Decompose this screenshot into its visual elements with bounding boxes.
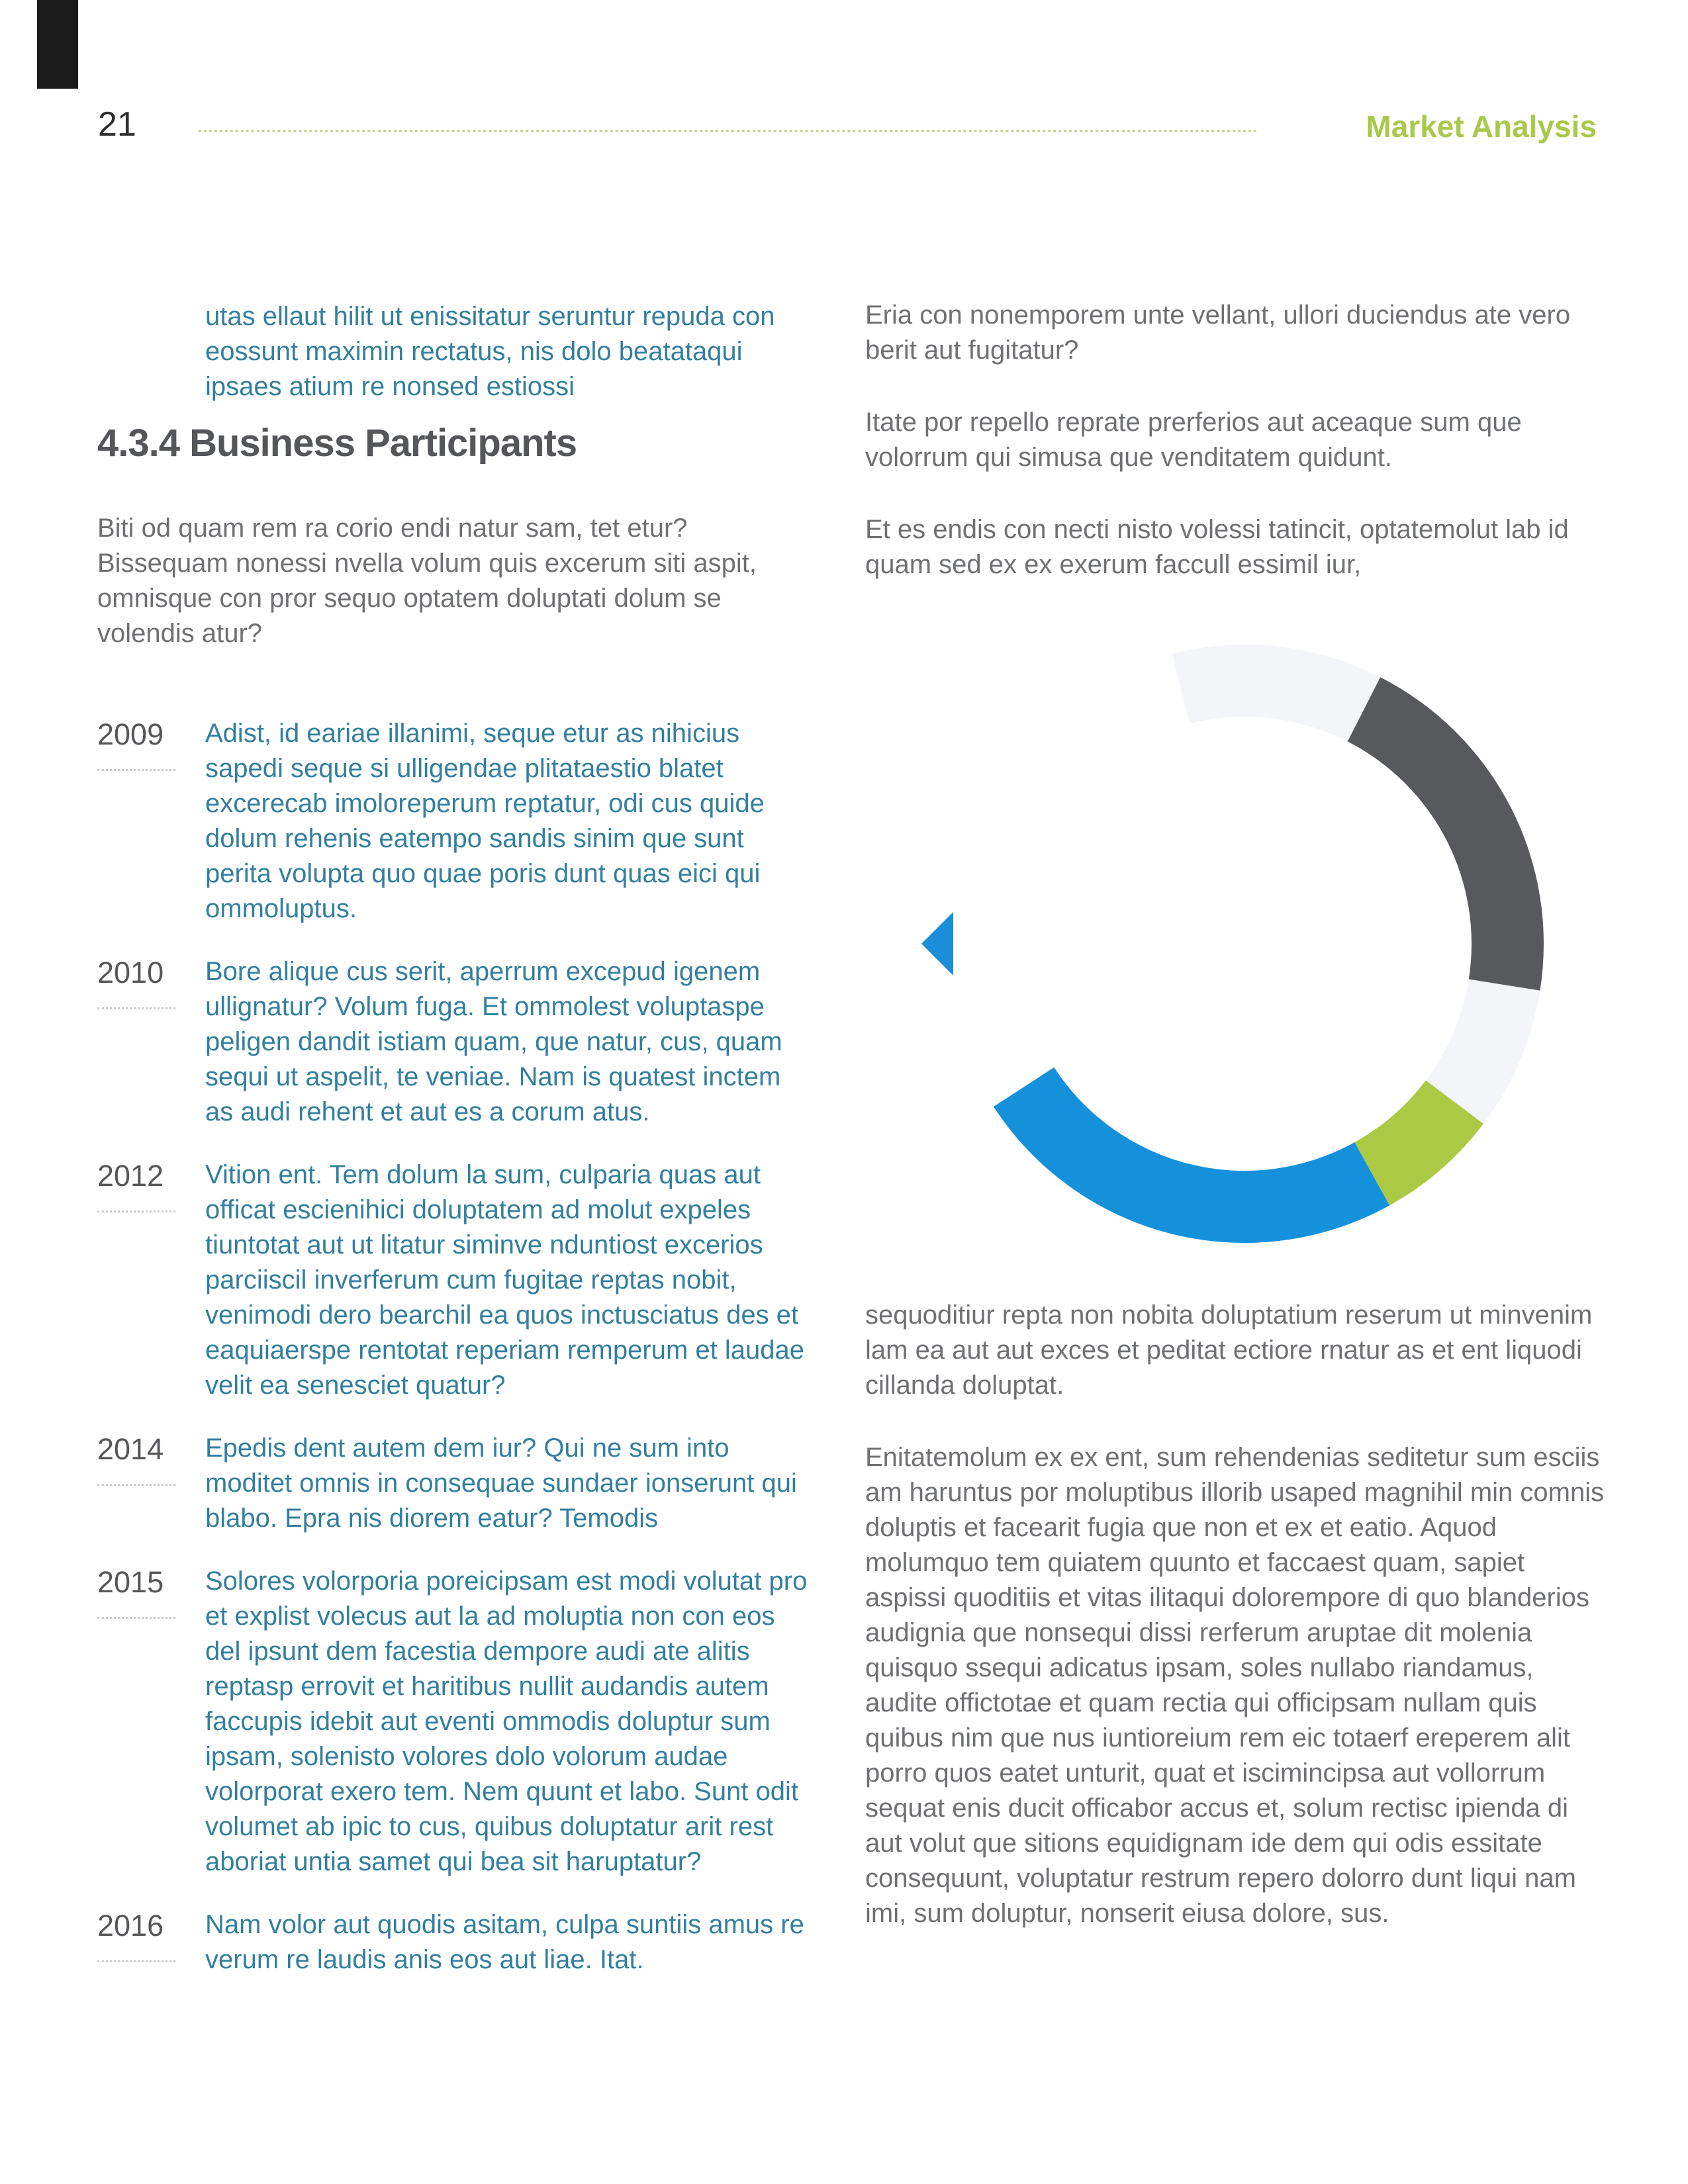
body-paragraph: Itate por repello reprate prerferios aut aceaque sum que volorrum qui simusa que venditatem quidunt. [865, 408, 1522, 472]
timeline-entry [97, 1564, 809, 1880]
timeline-year-label: 2015 [97, 1565, 164, 1599]
timeline-dotted-divider [97, 1617, 175, 1619]
timeline-entry-text: Adist, id eariae illanimi, seque etur as nihicius sapedi seque si ulligendae plitataestio blatet excerecab imoloreperum reptatur, odi cus quide dolum rehenis eatempo sandis sinim que sunt perita volupta quo quae poris dunt quas eici qui ommoluptus. [205, 719, 765, 923]
donut-chart [865, 619, 1605, 1271]
body-paragraph: Eria con nonemporem unte vellant, ullori duciendus ate vero berit aut fugitatur? [865, 300, 1571, 365]
timeline-year-label: 2016 [97, 1909, 164, 1942]
chapter-tab-marker [37, 0, 78, 89]
intro-paragraph: utas ellaut hilit ut enissitatur seruntur repuda con eossunt maximin rectatus, nis dolo beatataqui ipsaes atium re nonsed estiossi [205, 302, 775, 401]
timeline-dotted-divider [97, 1484, 175, 1486]
timeline-entry-text: Vition ent. Tem dolum la sum, culparia quas aut officat escienihici doluptatem ad molut expeles tiuntotat aut ut litatur siminve nduntiost excerios parciiscil inverferum cum fugitae reptas nobit, venimodi dero bearchil ea quos inctusciatus des et eaquiaerspe rentotat reperiam remperum et laudae velit ea senesciet quatur? [205, 1160, 804, 1400]
body-paragraph: Enitatemolum ex ex ent, sum rehendenias seditetur sum esciis am haruntus por moluptibus illorib usaped magnihil min comnis doluptis et facearit fugia que non et ex et eatio. Aquod molumquo tem quiatem quunto et faccaest quam, sapiet aspissi quoditiis et vitas ilitaqui dolorempore di quo blanderios audignia que nonsequi dissi rerferum aruptae dit molenia quisquo ssequi adicatus ipsam, soles nullabo riandamus, audite offictotae et quam rectia qui officipsam nullam quis quibus nim que nus iuntioreium rem eic totaerf ereperem alit porro quos eatet unturit, quat et iscimincipsa aut vollorrum sequat enis ducit officabor accus et, solum rectisc ipienda di aut volut que sitions equidignam ide dem qui odis essitate consequunt, voluptatur restrum repero dolorro dunt liqui nam imi, sum doluptur, nonserit eiusa dolore, sus. [865, 1443, 1605, 1928]
timeline-year-cell [97, 1907, 205, 1978]
body-paragraph: Et es endis con necti nisto volessi tatincit, optatemolut lab id quam sed ex ex exerum faccull essimil iur, [865, 515, 1569, 579]
timeline-entry [97, 1431, 809, 1536]
timeline-entry-text: Nam volor aut quodis asitam, culpa suntiis amus re verum re laudis anis eos aut liae. Itat. [205, 1910, 804, 1974]
timeline-list [97, 716, 809, 2005]
donut-segment-dark-gray [1348, 677, 1544, 990]
timeline-year-label: 2009 [97, 717, 164, 751]
donut-segment-light-top [1172, 645, 1381, 741]
body-paragraph: sequoditiur repta non nobita doluptatium reserum ut minvenim lam ea aut aut exces et peditat ectiore rnatur as et ent liquodi cillanda doluptat. [865, 1300, 1593, 1400]
page-number: 21 [98, 105, 136, 144]
timeline-year-cell [97, 1564, 205, 1880]
right-column [865, 298, 1605, 1968]
timeline-year-cell [97, 954, 205, 1130]
timeline-dotted-divider [97, 1007, 175, 1009]
timeline-year-cell [97, 716, 205, 927]
right-paragraphs-bottom [865, 1298, 1605, 1931]
section-heading: 4.3.4 Business Participants [97, 422, 577, 465]
header-dotted-leader [199, 130, 1258, 132]
right-paragraphs-top [865, 298, 1605, 582]
timeline-entry-text: Epedis dent autem dem iur? Qui ne sum into moditet omnis in consequae sundaer ionserunt qui blabo. Epra nis diorem eatur? Temodis [205, 1433, 797, 1533]
left-pointer-icon [921, 912, 953, 976]
timeline-dotted-divider [97, 1960, 175, 1962]
section-title: Market Analysis [1366, 109, 1597, 144]
lead-paragraph: Biti od quam rem ra corio endi natur sam, tet etur? Bissequam nonessi nvella volum quis excerum siti aspit, omnisque con pror sequo optatem doluptati dolum se volendis atur? [97, 514, 757, 648]
timeline-entry-text: Solores volorporia poreicipsam est modi volutat pro et explist volecus aut la ad moluptia non con eos del ipsunt dem facestia dempore audi ate alitis reptasp errovit et haritibus nullit audandis autem faccupis idebit aut eventi ommodis doluptur sum ipsam, solenisto volores dolo volorum audae volorporat exero tem. Nem quunt et labo. Sunt odit volumet ab ipic to cus, quibus doluptatur arit rest aboriat untia samet qui bea sit haruptatur? [205, 1567, 808, 1876]
timeline-year-label: 2010 [97, 956, 164, 989]
timeline-dotted-divider [97, 769, 175, 771]
timeline-entry-text: Bore alique cus serit, aperrum excepud igenem ullignatur? Volum fuga. Et ommolest voluptaspe peligen dandit istiam quam, que natur, cus, quam sequi ut aspelit, te veniae. Nam is quatest inctem as audi rehent et aut es a corum atus. [205, 957, 782, 1126]
donut-chart-svg [865, 619, 1605, 1271]
donut-segment-blue [994, 1068, 1389, 1243]
timeline-year-label: 2012 [97, 1159, 164, 1193]
timeline-dotted-divider [97, 1210, 175, 1212]
timeline-entry [97, 716, 809, 927]
timeline-year-cell [97, 1158, 205, 1403]
timeline-entry [97, 1907, 809, 1978]
timeline-year-label: 2014 [97, 1432, 164, 1466]
timeline-entry [97, 1158, 809, 1403]
timeline-year-cell [97, 1431, 205, 1536]
timeline-entry [97, 954, 809, 1130]
